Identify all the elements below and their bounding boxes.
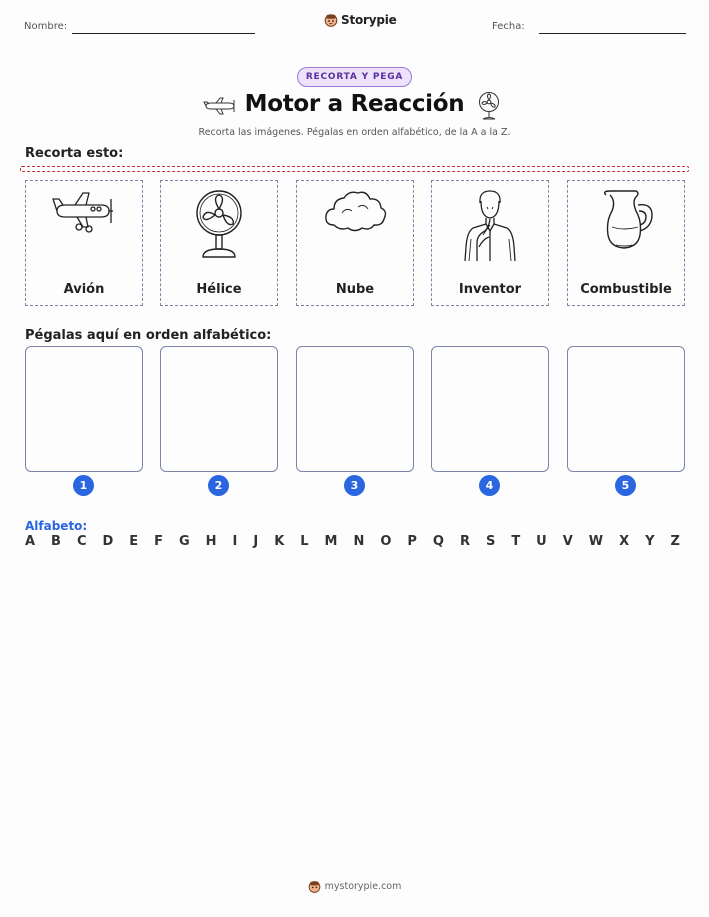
cloud-icon	[322, 187, 388, 237]
fan-icon	[191, 187, 247, 261]
cut-card-helice[interactable]	[160, 180, 278, 306]
alphabet-letter: F	[154, 534, 164, 549]
cut-guide-line	[20, 166, 689, 172]
alphabet-letter: Y	[645, 534, 655, 549]
inventor-icon	[459, 187, 521, 263]
slot-number-badge: 2	[208, 475, 229, 496]
card-label: Avión	[63, 282, 105, 297]
paste-slot-4[interactable]	[431, 346, 549, 472]
alphabet-letter: L	[300, 534, 309, 549]
footer	[0, 880, 709, 893]
card-label: Combustible	[580, 282, 672, 297]
fan-icon	[476, 91, 502, 121]
alphabet-row	[25, 534, 680, 549]
brand-logo	[324, 13, 397, 27]
brand-name: Storypie	[341, 13, 397, 27]
paste-slot-3[interactable]	[296, 346, 414, 472]
name-line[interactable]	[72, 33, 255, 34]
slot-number-badge: 4	[479, 475, 500, 496]
alphabet-letter: P	[407, 534, 417, 549]
alphabet-letter: N	[353, 534, 365, 549]
date-line[interactable]	[539, 33, 686, 34]
cut-card-inventor[interactable]	[431, 180, 549, 306]
footer-site[interactable]: mystorypie.com	[324, 881, 402, 892]
card-label: Nube	[335, 282, 375, 297]
alphabet-letter: K	[274, 534, 285, 549]
alphabet-letter: W	[588, 534, 604, 549]
alphabet-letter: A	[25, 534, 36, 549]
cut-card-nube[interactable]	[296, 180, 414, 306]
alphabet-letter: H	[205, 534, 217, 549]
alphabet-letter: C	[76, 534, 87, 549]
alphabet-letter: E	[129, 534, 139, 549]
alphabet-letter: S	[485, 534, 496, 549]
paste-slot-1[interactable]	[25, 346, 143, 472]
alphabet-label: Alfabeto:	[25, 519, 88, 533]
alphabet-letter: G	[179, 534, 190, 549]
alphabet-letter: D	[102, 534, 114, 549]
alphabet-letter: I	[232, 534, 238, 549]
slot-number-badge: 1	[73, 475, 94, 496]
paste-slot-5[interactable]	[567, 346, 685, 472]
alphabet-letter: M	[324, 534, 338, 549]
alphabet-letter: Q	[432, 534, 444, 549]
cut-card-avion[interactable]	[25, 180, 143, 306]
alphabet-letter: X	[619, 534, 630, 549]
card-label: Hélice	[196, 282, 242, 297]
paste-slot-2[interactable]	[160, 346, 278, 472]
alphabet-letter: T	[511, 534, 521, 549]
slot-number-badge: 3	[344, 475, 365, 496]
jug-icon	[596, 187, 656, 253]
alphabet-letter: B	[51, 534, 61, 549]
page-title: Motor a Reacción	[244, 91, 465, 117]
cut-card-combustible[interactable]	[567, 180, 685, 306]
alphabet-letter: J	[253, 534, 259, 549]
slot-number-badge: 5	[615, 475, 636, 496]
alphabet-letter: R	[459, 534, 470, 549]
storypie-mascot-icon	[308, 880, 321, 893]
airplane-icon	[49, 187, 119, 235]
card-label: Inventor	[458, 282, 522, 297]
cut-section-label: Recorta esto:	[25, 146, 124, 161]
alphabet-letter: V	[562, 534, 573, 549]
date-label: Fecha:	[492, 21, 525, 32]
paste-section-label: Pégalas aquí en orden alfabético:	[25, 328, 272, 343]
activity-badge: RECORTA Y PEGA	[297, 67, 412, 87]
alphabet-letter: Z	[670, 534, 680, 549]
name-label: Nombre:	[24, 21, 68, 32]
alphabet-letter: O	[380, 534, 392, 549]
alphabet-letter: U	[536, 534, 547, 549]
instructions-text: Recorta las imágenes. Pégalas en orden alfabético, de la A a la Z.	[198, 127, 511, 138]
storypie-mascot-icon	[324, 13, 338, 27]
